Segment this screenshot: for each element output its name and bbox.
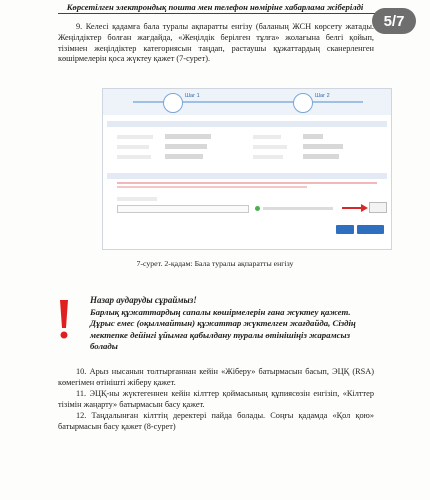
embedded-form-screenshot [102,88,392,250]
field-label [117,145,149,149]
figure-caption: 7-сурет. 2-қадам: Бала туралы ақпаратты енгізу [136,259,294,268]
section-bar-child-data [107,121,387,127]
check-icon [255,206,260,211]
field-label [117,135,153,139]
paragraph-11: 11. ЭЦҚ-ны жүктегеннен кейін кілттер қоймасының құпиясөзін енгізіп, «Кілттер тізімін жаңарту» батырмасын басу қажет. [58,389,374,409]
next-button[interactable] [357,225,384,234]
step-1-circle [163,93,183,113]
field-label [117,155,151,159]
field-value [165,154,203,159]
step-1-label: Шаг 1 [185,93,200,99]
category-label [117,197,157,201]
benefit-category-select[interactable] [117,205,249,213]
field-value [165,144,207,149]
page-indicator: 5/7 [372,8,416,34]
attach-file-button[interactable] [369,202,387,213]
field-value [303,134,323,139]
field-value [303,154,339,159]
upload-label [263,207,333,210]
header-underline [58,13,388,14]
warning-block [90,295,374,353]
field-label [253,145,287,149]
red-notice-line [117,182,377,184]
paragraph-12: 12. Таңдалынған кілттің деректері пайда болады. Соңғы қадамда «Қол қою» батырмасын басу қажет (8-сурет) [58,411,374,431]
step-2-circle [293,93,313,113]
red-arrow-icon [341,203,369,213]
field-label [253,135,281,139]
back-button[interactable] [336,225,354,234]
paragraph-10: 10. Арыз нысанын толтырғаннан кейін «Жіберу» батырмасын басып, ЭЦҚ (RSA) көмегімен өтінішті жіберу қажет. [58,367,374,387]
warning-title: Назар аударуды сұраймыз! [90,295,197,305]
exclamation-icon [58,300,70,340]
page-header: Көрсетілген электрондық пошта мен телефон нөміріне хабарлама жіберілді [66,2,364,12]
paragraph-9: 9. Келесі қадамға бала туралы ақпаратты енгізу (баланың ЖСН көрсету жатады. Жеңілдіктер болған жағдайда, «Жеңілдік берілген тұлға» жолағына белгі қойып, тізімнен жеңілдіктер категориясын таңдап, растаушы құжаттардың сканерленген көшірмелерін қоса жүктеу қажет (7-сурет). [58,22,374,64]
warning-text: Барлық құжаттардың сапалы көшірмелерін ғана жүктеу қажет. Дұрыс емес (оқылмайтын) құжаттар жүктелген жағдайда, Сіздің мектепке дейінгі ұйымға қабылдану туралы өтінішіңіз жарамсыз болады [90,306,356,352]
field-value [165,134,211,139]
red-notice-line [117,186,307,188]
step-2-label: Шаг 2 [315,93,330,99]
step-progress [103,89,391,115]
field-value [303,144,343,149]
section-bar-benefits [107,173,387,179]
field-label [253,155,283,159]
